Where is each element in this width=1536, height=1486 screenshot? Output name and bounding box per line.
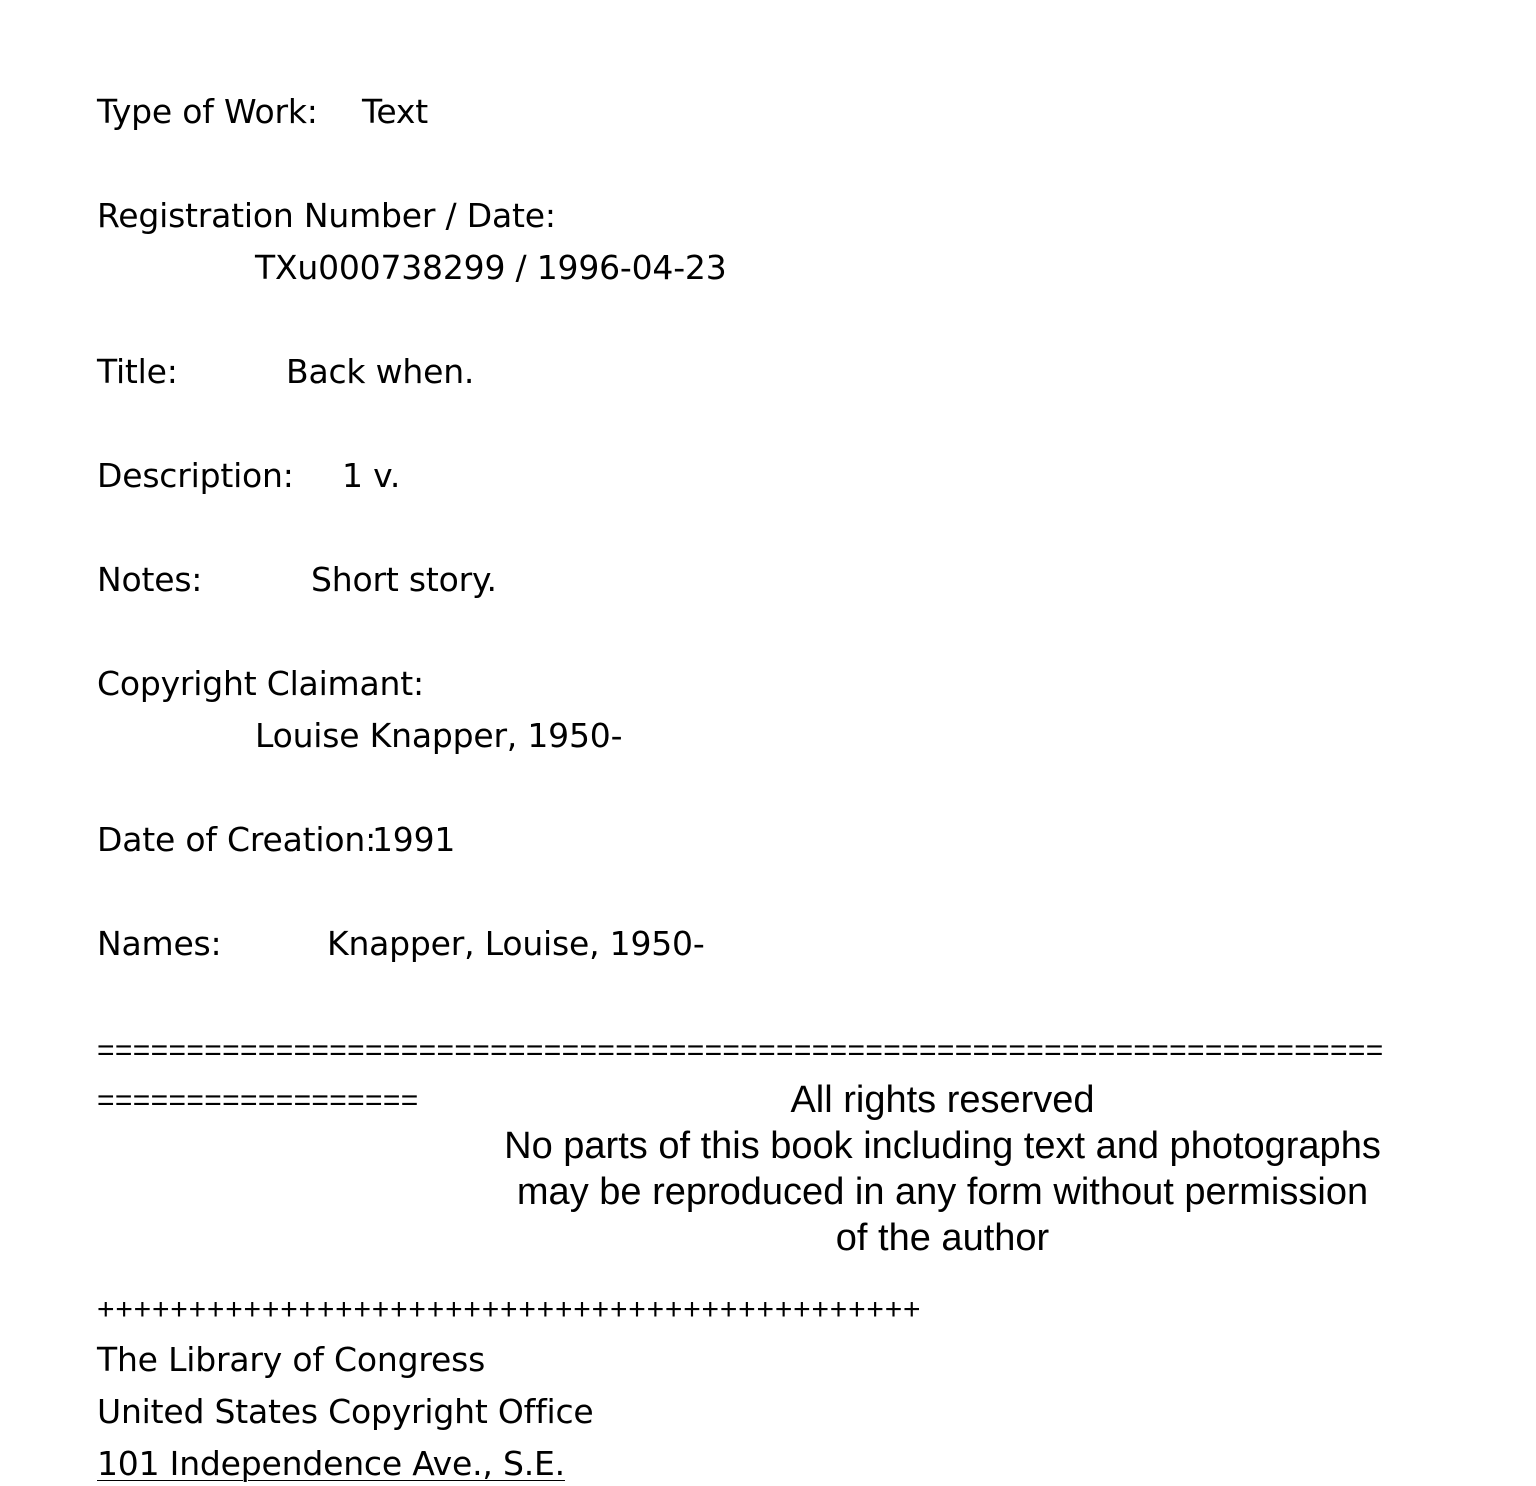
- rights-notice-line-3: may be reproduced in any form without permission: [516, 1171, 1369, 1213]
- rights-notice-line-1: All rights reserved: [790, 1079, 1095, 1121]
- creation-value: 1991: [372, 820, 456, 859]
- footer-line-address: 101 Independence Ave., S.E.: [97, 1444, 565, 1483]
- type-of-work-label: Type of Work:: [97, 92, 318, 131]
- description-value: 1 v.: [342, 456, 401, 495]
- claimant-label: Copyright Claimant:: [97, 664, 424, 703]
- title-label: Title:: [97, 352, 178, 391]
- footer-line-office: United States Copyright Office: [97, 1392, 594, 1431]
- description-label: Description:: [97, 456, 294, 495]
- type-of-work-value: Text: [362, 92, 428, 131]
- notes-label: Notes:: [97, 560, 203, 599]
- names-label: Names:: [97, 924, 222, 963]
- rights-notice-line-4: of the author: [835, 1217, 1050, 1259]
- plus-separator: +++++++++++++++++++++++++++++++++++++++++++++: [97, 1293, 922, 1326]
- rights-notice-line-2: No parts of this book including text and photographs: [504, 1125, 1381, 1167]
- creation-label: Date of Creation:: [97, 820, 377, 859]
- footer-line-library: The Library of Congress: [97, 1340, 486, 1379]
- separator-line-2: ==================: [97, 1084, 419, 1117]
- title-value: Back when.: [286, 352, 475, 391]
- claimant-value: Louise Knapper, 1950-: [255, 716, 623, 755]
- names-value: Knapper, Louise, 1950-: [327, 924, 705, 963]
- registration-label: Registration Number / Date:: [97, 196, 556, 235]
- registration-value: TXu000738299 / 1996-04-23: [255, 248, 727, 287]
- notes-value: Short story.: [311, 560, 497, 599]
- rights-notice: [450, 1077, 1435, 1261]
- separator-line-1: ========================================================================: [97, 1034, 1384, 1067]
